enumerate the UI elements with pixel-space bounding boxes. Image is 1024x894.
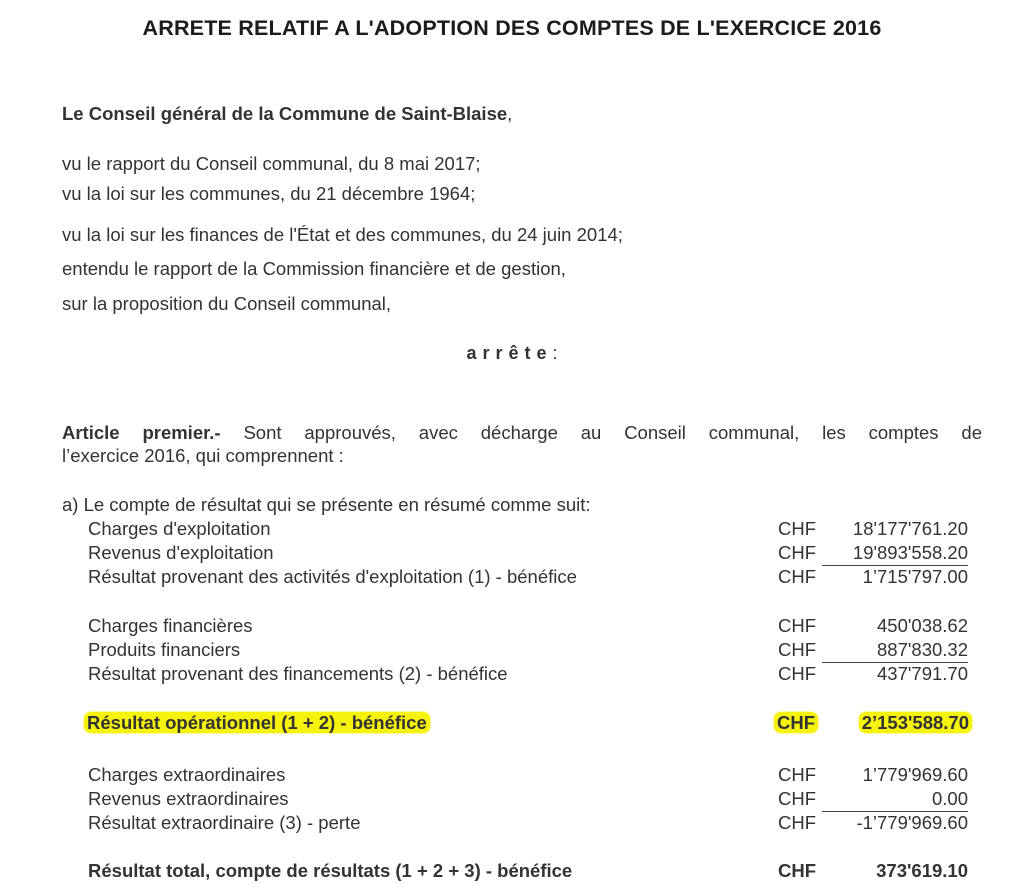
consideration-4: entendu le rapport de la Commission financière et de gestion, [62, 258, 566, 279]
consideration-1: vu le rapport du Conseil communal, du 8 mai 2017; [62, 153, 481, 174]
consideration-3: vu la loi sur les finances de l'État et des communes, du 24 juin 2014; [62, 224, 623, 245]
authority-line: Le Conseil général de la Commune de Saint-Blaise, [62, 103, 513, 124]
table-row: Revenus d'exploitation CHF 19'893'558.20 [0, 542, 1024, 566]
table-row: Produits financiers CHF 887'830.32 [0, 639, 1024, 663]
table-row: Résultat extraordinaire (3) - perte CHF -1’779'969.60 [88, 812, 968, 833]
table-row: Résultat provenant des financements (2) - bénéfice CHF 437'791.70 [88, 663, 968, 684]
consideration-2: vu la loi sur les communes, du 21 décembre 1964; [62, 183, 476, 204]
authority-name: Le Conseil général de la Commune de Saint-Blaise [62, 103, 508, 124]
document-title: ARRETE RELATIF A L'ADOPTION DES COMPTES DE L'EXERCICE 2016 [142, 16, 882, 40]
table-row: Charges extraordinaires CHF 1’779'969.60 [88, 764, 968, 785]
table-row: Résultat provenant des activités d'exploitation (1) - bénéfice CHF 1’715'797.00 [88, 566, 968, 587]
arrete-heading: arrête: [466, 343, 558, 363]
table-row: Revenus extraordinaires CHF 0.00 [0, 788, 1024, 812]
highlighted-row: Résultat opérationnel (1 + 2) - bénéfice CHF 2’153'588.70 [0, 712, 1024, 736]
table-row: Charges d'exploitation CHF 18'177'761.20 [88, 518, 968, 539]
total-row: Résultat total, compte de résultats (1 + 2 + 3) - bénéfice CHF 373'619.10 [88, 860, 968, 881]
table-row: Charges financières CHF 450'038.62 [88, 615, 968, 636]
article-heading: Article premier.- [62, 422, 221, 443]
section-a-intro: a) Le compte de résultat qui se présente en résumé comme suit: [62, 494, 591, 515]
consideration-5: sur la proposition du Conseil communal, [62, 293, 392, 314]
article-premier: Article premier.- Sont approuvés, avec décharge au Conseil communal, les comptes de l’exercice 2016, qui comprennent : [62, 422, 982, 466]
